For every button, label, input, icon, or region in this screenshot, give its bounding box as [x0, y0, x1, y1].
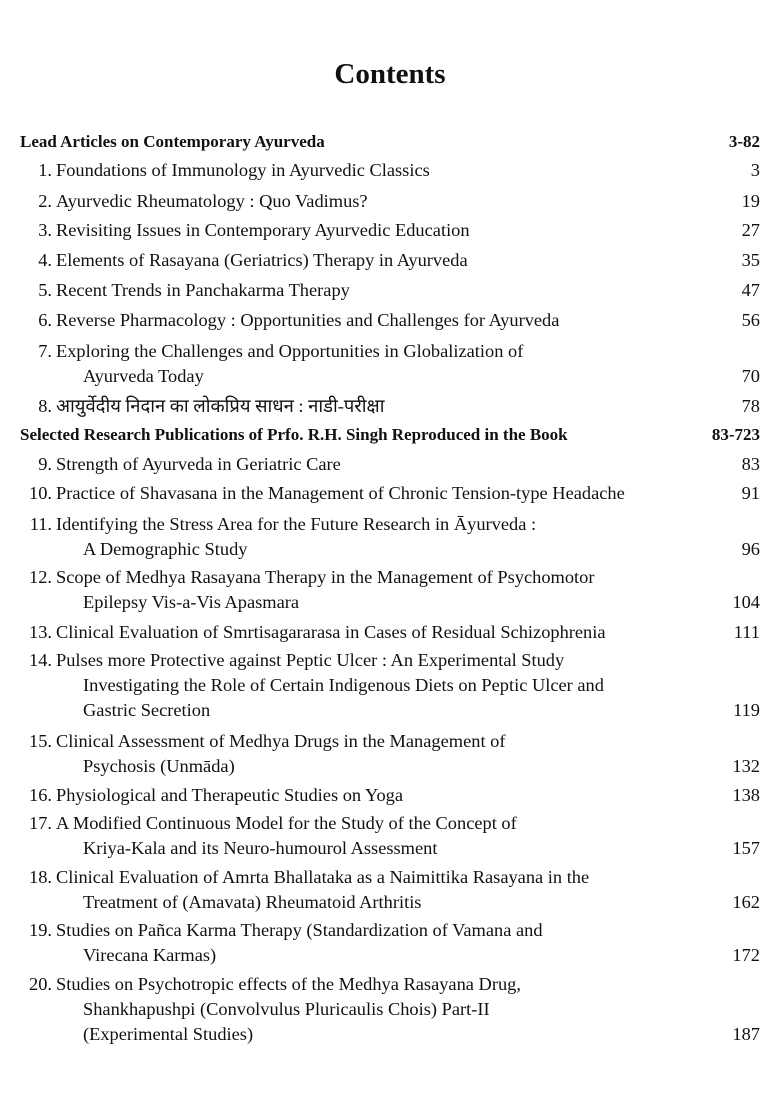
entry-number: 6.	[38, 310, 52, 330]
entry-number: 4.	[38, 250, 52, 270]
entry-page: 157	[732, 838, 760, 858]
toc-entry	[22, 452, 762, 477]
entry-title-continuation: Gastric Secretion	[83, 700, 211, 720]
toc-entry	[22, 308, 762, 333]
entry-title: Studies on Pañca Karma Therapy (Standardization of Vamana and	[56, 920, 543, 940]
entry-title-continuation: Kriya-Kala and its Neuro-humourol Assessment	[83, 838, 438, 858]
entry-number: 13.	[29, 622, 52, 642]
entry-title: Foundations of Immunology in Ayurvedic Classics	[56, 160, 430, 180]
entry-number: 7.	[38, 341, 52, 361]
toc-entry	[22, 512, 762, 562]
entry-title-continuation: Psychosis (Unmāda)	[83, 756, 235, 776]
entry-page: 96	[741, 539, 760, 559]
entry-page: 78	[741, 396, 760, 416]
section-label: Selected Research Publications of Prfo. R.H. Singh Reproduced in the Book	[20, 425, 568, 444]
entry-number: 10.	[29, 483, 52, 503]
entry-title-continuation: Virecana Karmas)	[83, 945, 217, 965]
toc-entry	[22, 811, 762, 861]
toc-entry	[22, 339, 762, 389]
entry-title-continuation: Epilepsy Vis-a-Vis Apasmara	[83, 592, 300, 612]
toc-entry	[22, 648, 762, 723]
entry-number: 11.	[29, 514, 52, 534]
entry-title-continuation: Treatment of (Amavata) Rheumatoid Arthritis	[83, 892, 422, 912]
entry-number: 3.	[38, 220, 52, 240]
entry-number: 20.	[29, 974, 52, 994]
entry-page: 91	[741, 483, 760, 503]
entry-title-continuation: (Experimental Studies)	[83, 1024, 254, 1044]
entry-title: Clinical Evaluation of Smrtisagararasa in Cases of Residual Schizophrenia	[56, 622, 606, 642]
section-page-range: 83-723	[711, 425, 760, 444]
entry-title-continuation: Ayurveda Today	[83, 366, 204, 386]
toc-entry	[22, 158, 762, 183]
entry-title: Clinical Evaluation of Amrta Bhallataka as a Naimittika Rasayana in the	[56, 867, 590, 887]
entry-page: 162	[732, 892, 760, 912]
entry-number: 9.	[38, 454, 52, 474]
entry-title: Physiological and Therapeutic Studies on Yoga	[56, 785, 404, 805]
entry-title: Pulses more Protective against Peptic Ulcer : An Experimental Study	[56, 650, 565, 670]
entry-title: Identifying the Stress Area for the Future Research in Āyurveda :	[56, 514, 537, 534]
section-heading-selected-research	[20, 424, 762, 446]
entry-page: 111	[733, 622, 760, 642]
toc-entry	[22, 189, 762, 214]
entry-page: 56	[741, 310, 760, 330]
section-page-range: 3-82	[728, 132, 760, 151]
entry-page: 3	[750, 160, 760, 180]
entry-number: 8.	[38, 396, 52, 416]
entry-number: 14.	[29, 650, 52, 670]
entry-number: 18.	[29, 867, 52, 887]
toc-entry	[22, 729, 762, 779]
entry-page: 27	[741, 220, 760, 240]
entry-title: Exploring the Challenges and Opportunities in Globalization of	[56, 341, 524, 361]
entry-number: 17.	[29, 813, 52, 833]
entry-number: 12.	[29, 567, 52, 587]
toc-entry	[22, 865, 762, 915]
toc-entry	[22, 783, 762, 808]
entry-title: Studies on Psychotropic effects of the Medhya Rasayana Drug,	[56, 974, 521, 994]
entry-title: Reverse Pharmacology : Opportunities and Challenges for Ayurveda	[56, 310, 560, 330]
toc-entry	[22, 565, 762, 615]
entry-page: 83	[741, 454, 760, 474]
entry-page: 47	[741, 280, 760, 300]
entry-title-continuation: Shankhapushpi (Convolvulus Pluricaulis Chois) Part-II	[83, 999, 490, 1019]
toc-entry	[22, 278, 762, 303]
entry-page: 35	[741, 250, 760, 270]
entry-number: 16.	[29, 785, 52, 805]
entry-page: 119	[733, 700, 760, 720]
entry-title: Recent Trends in Panchakarma Therapy	[56, 280, 350, 300]
entry-page: 104	[732, 592, 760, 612]
entry-number: 2.	[38, 191, 52, 211]
toc-entry	[22, 481, 762, 506]
entry-title: Clinical Assessment of Medhya Drugs in the Management of	[56, 731, 506, 751]
entry-page: 19	[741, 191, 760, 211]
entry-title: Elements of Rasayana (Geriatrics) Therapy in Ayurveda	[56, 250, 468, 270]
entry-page: 187	[732, 1024, 760, 1044]
page-title: Contents	[334, 58, 446, 90]
section-label: Lead Articles on Contemporary Ayurveda	[20, 132, 325, 151]
toc-entry	[22, 394, 762, 419]
entry-title: Practice of Shavasana in the Management of Chronic Tension-type Headache	[56, 483, 625, 503]
entry-number: 5.	[38, 280, 52, 300]
entry-title: आयुर्वेदीय निदान का लोकप्रिय साधन : नाडी-परीक्षा	[56, 396, 385, 416]
entry-page: 172	[732, 945, 760, 965]
entry-title: Scope of Medhya Rasayana Therapy in the Management of Psychomotor	[56, 567, 595, 587]
toc-entry	[22, 972, 762, 1047]
entry-title: A Modified Continuous Model for the Study of the Concept of	[56, 813, 517, 833]
entry-title-continuation: A Demographic Study	[83, 539, 248, 559]
section-heading-lead-articles	[20, 131, 762, 153]
toc-entry	[22, 248, 762, 273]
entry-page: 138	[732, 785, 760, 805]
entry-number: 19.	[29, 920, 52, 940]
entry-number: 1.	[38, 160, 52, 180]
entry-title: Revisiting Issues in Contemporary Ayurvedic Education	[56, 220, 470, 240]
entry-number: 15.	[29, 731, 52, 751]
entry-title: Strength of Ayurveda in Geriatric Care	[56, 454, 341, 474]
toc-entry	[22, 218, 762, 243]
toc-entry	[22, 918, 762, 968]
entry-title-continuation: Investigating the Role of Certain Indigenous Diets on Peptic Ulcer and	[83, 675, 604, 695]
entry-title: Ayurvedic Rheumatology : Quo Vadimus?	[56, 191, 368, 211]
entry-page: 132	[732, 756, 760, 776]
entry-page: 70	[741, 366, 760, 386]
toc-entry	[22, 620, 762, 645]
